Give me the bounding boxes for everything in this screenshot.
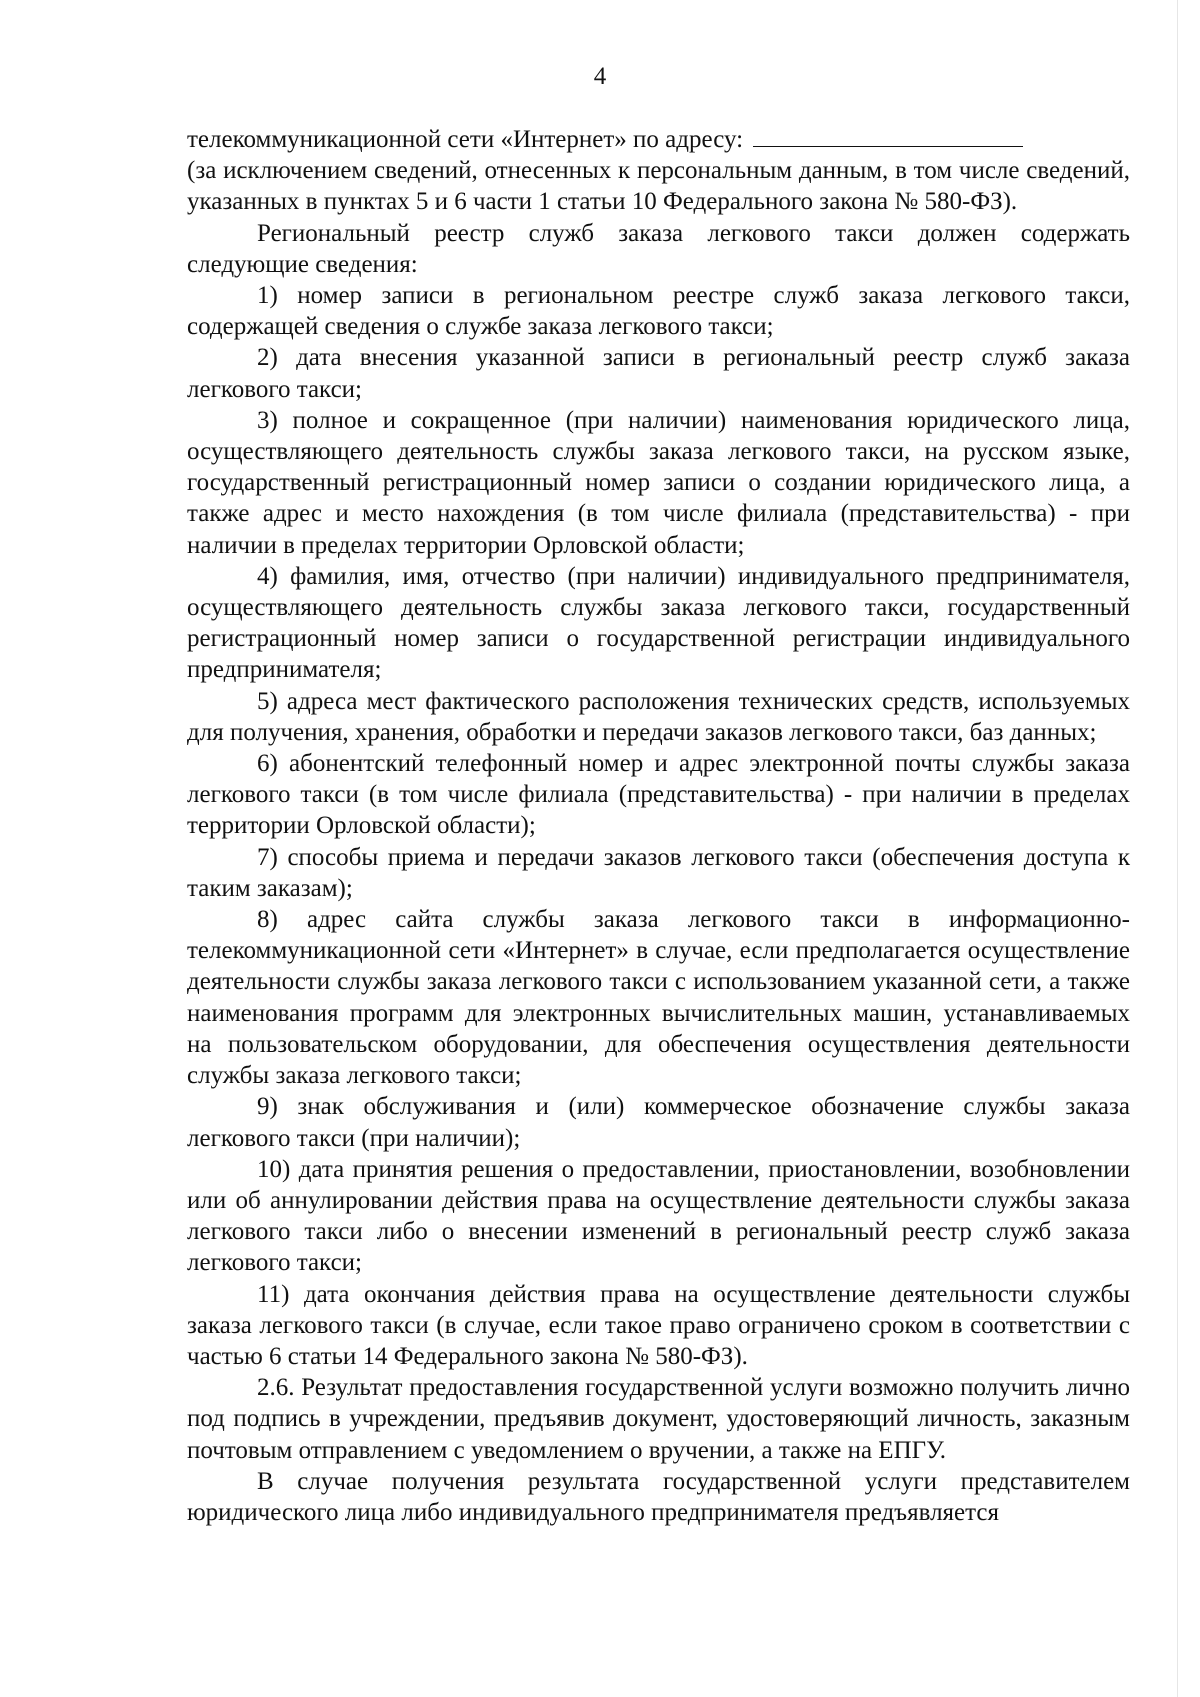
list-item-10: 10) дата принятия решения о предоставлении, приостановлении, возобновлении или об аннулировании действия права на осуществление деятельности службы заказа легкового такси либо о внесении изменений в региональный реестр служб заказа легкового такси; bbox=[187, 1155, 1130, 1277]
list-item-11: 11) дата окончания действия права на осуществление деятельности службы заказа легкового такси (в случае, если такое право ограничено сроком в соответствии с частью 6 статьи 14 Федерального закона № 580-ФЗ). bbox=[187, 1280, 1130, 1370]
list-item-8: 8) адрес сайта службы заказа легкового такси в информационно-телекоммуникационной сети «Интернет» в случае, если предполагается осуществление деятельности службы заказа легкового такси с использованием указанной сети, а также наименования программ для электронных вычислительных машин, устанавливаемых на пользовательском оборудовании, для обеспечения осуществления деятельности службы заказа легкового такси; bbox=[187, 906, 1130, 1090]
scan-edge-line bbox=[1177, 0, 1178, 1697]
list-item-4: 4) фамилия, имя, отчество (при наличии) индивидуального предпринимателя, осуществляющего деятельность службы заказа легкового такси, государственный регистрационный номер записи о государственной регистрации индивидуального предпринимателя; bbox=[187, 562, 1130, 684]
paragraph-final: В случае получения результата государственной услуги представителем юридического лица либо индивидуального предпринимателя предъявляется bbox=[187, 1467, 1130, 1526]
document-body bbox=[187, 124, 1130, 1528]
list-item-2: 2) дата внесения указанной записи в региональный реестр служб заказа легкового такси; bbox=[187, 344, 1130, 403]
address-blank-line bbox=[753, 128, 1023, 147]
paragraph-3: Региональный реестр служб заказа легкового такси должен содержать следующие сведения: bbox=[187, 219, 1130, 278]
list-item-9: 9) знак обслуживания и (или) коммерческое обозначение службы заказа легкового такси (при наличии); bbox=[187, 1093, 1130, 1152]
paragraph-text: телекоммуникационной сети «Интернет» по адресу: bbox=[187, 126, 744, 153]
page-number: 4 bbox=[593, 63, 607, 90]
paragraph-1 bbox=[187, 124, 1130, 155]
list-item-3: 3) полное и сокращенное (при наличии) наименования юридического лица, осуществляющего деятельность службы заказа легкового такси, на русском языке, государственный регистрационный номер записи о создании юридического лица, а также адрес и место нахождения (в том числе филиала (представительства) - при наличии в пределах территории Орловской области; bbox=[187, 406, 1130, 559]
section-2-6: 2.6. Результат предоставления государственной услуги возможно получить лично под подпись в учреждении, предъявив документ, удостоверяющий личность, заказным почтовым отправлением с уведомлением о вручении, а также на ЕПГУ. bbox=[187, 1374, 1130, 1464]
list-item-5: 5) адреса мест фактического расположения технических средств, используемых для получения, хранения, обработки и передачи заказов легкового такси, баз данных; bbox=[187, 687, 1130, 746]
list-item-6: 6) абонентский телефонный номер и адрес электронной почты службы заказа легкового такси (в том числе филиала (представительства) - при наличии в пределах территории Орловской области); bbox=[187, 750, 1130, 840]
list-item-1: 1) номер записи в региональном реестре служб заказа легкового такси, содержащей сведения о службе заказа легкового такси; bbox=[187, 282, 1130, 341]
list-item-7: 7) способы приема и передачи заказов легкового такси (обеспечения доступа к таким заказам); bbox=[187, 843, 1130, 902]
paragraph-2: (за исключением сведений, отнесенных к персональным данным, в том числе сведений, указанных в пунктах 5 и 6 части 1 статьи 10 Федерального закона № 580-ФЗ). bbox=[187, 157, 1130, 216]
